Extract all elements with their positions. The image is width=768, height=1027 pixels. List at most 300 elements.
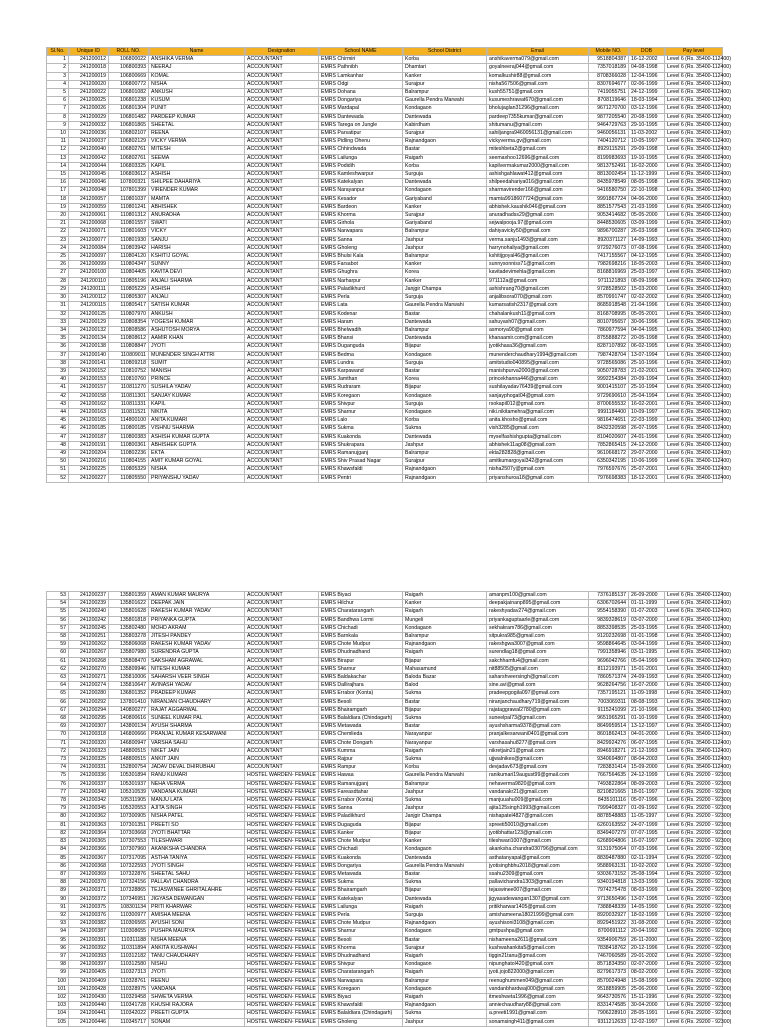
school-district-cell: Surajpur <box>403 212 487 220</box>
dob-cell: 24-07-1999 <box>629 821 665 829</box>
school-name-cell: EMRS Lalo <box>319 417 403 425</box>
dob-cell: 10-05-1997 <box>629 138 665 146</box>
mobile-no-cell: 9131975064 <box>589 846 629 854</box>
dob-cell: 28-05-1991 <box>629 1010 665 1018</box>
school-name-cell: EMRS Rudraram <box>319 384 403 392</box>
mobile-no-cell: 9554158390 <box>589 608 629 616</box>
mobile-no-cell: 9713650496 <box>589 895 629 903</box>
table-row <box>47 772 723 780</box>
school-district-cell: Dantewada <box>403 113 487 121</box>
email-cell: sakchhamfu4@gmail.com <box>487 657 589 665</box>
designation-cell: ACCOUNTANT <box>245 351 319 359</box>
table-body-2 <box>47 592 732 1027</box>
email-cell: rakeshgwa3007@gmail.com <box>487 641 589 649</box>
designation-cell: ACCOUNTANT <box>245 154 319 162</box>
unique-id-cell: 241200037 <box>69 138 109 146</box>
name-cell: ANKIT JAIN <box>149 756 245 764</box>
dob-cell: 03-11-1995 <box>629 649 665 657</box>
mobile-no-cell: 9340694807 <box>589 756 629 764</box>
school-district-cell: Kanker <box>403 838 487 846</box>
mobile-no-cell: 7860977594 <box>589 326 629 334</box>
name-cell: AJITA SINGH <box>149 805 245 813</box>
school-district-cell: Mungeli <box>403 616 487 624</box>
pay-level-cell: Level 6 (Rs. 35400-112400) <box>665 747 723 755</box>
designation-cell: HOSTEL WARDEN- FEMALE <box>245 887 319 895</box>
table-row <box>47 952 723 960</box>
table-row <box>47 376 723 384</box>
unique-id-cell: 241200397 <box>69 961 109 969</box>
sl-no-cell: 4 <box>47 80 69 88</box>
pay-level-cell: Level 6 (Rs. 35400-112400) <box>665 739 723 747</box>
school-name-cell: EMRS Sharnur <box>319 665 403 673</box>
unique-id-cell: 241200372 <box>69 895 109 903</box>
sl-no-cell: 94 <box>47 928 69 936</box>
school-name-cell: EMRS Errabor (Konta) <box>319 690 403 698</box>
unique-id-cell: 241200111 <box>69 285 109 293</box>
unique-id-cell: 241200368 <box>69 862 109 870</box>
table-row <box>47 253 723 261</box>
designation-cell: ACCOUNTANT <box>245 113 319 121</box>
email-cell: manjuuahu009@gmail.com <box>487 797 589 805</box>
designation-cell: ACCOUNTANT <box>245 747 319 755</box>
col-name: Name <box>149 48 245 56</box>
sl-no-cell: 52 <box>47 474 69 482</box>
pay-level-cell: Level 6 (Rs. 35400-112400) <box>665 89 723 97</box>
roll-no-cell: 110342022 <box>109 1010 149 1018</box>
roll-no-cell: 108301134 <box>109 903 149 911</box>
sl-no-cell: 49 <box>47 449 69 457</box>
table-row <box>47 64 723 72</box>
designation-cell: ACCOUNTANT <box>245 682 319 690</box>
unique-id-cell: 241200345 <box>69 805 109 813</box>
mobile-no-cell: 9729690610 <box>589 392 629 400</box>
col-sl-no: Sl.No. <box>47 48 69 56</box>
school-district-cell: Balrampur <box>403 633 487 641</box>
name-cell: NISHA MEENA <box>149 936 245 944</box>
email-cell: sushilayadav76439@gmail.com <box>487 384 589 392</box>
mobile-no-cell: 9416580750 <box>589 187 629 195</box>
school-district-cell: Baloda Bazar <box>403 674 487 682</box>
email-cell: anita.khosho@gmail.com <box>487 417 589 425</box>
name-cell: NISHA PATEL <box>149 813 245 821</box>
school-district-cell: Gaurella Pendra Marwahi <box>403 302 487 310</box>
mobile-no-cell: 9896700287 <box>589 228 629 236</box>
pay-level-cell: Level 6 (Rs. 35400-112400) <box>665 343 723 351</box>
school-district-cell: Kanker <box>403 600 487 608</box>
roll-no-cell: 107346951 <box>109 895 149 903</box>
dob-cell: 13-12-1997 <box>629 723 665 731</box>
sl-no-cell: 67 <box>47 706 69 714</box>
school-name-cell: EMRS Dugaguda <box>319 821 403 829</box>
email-cell: harrynohaliya@gmail.com <box>487 244 589 252</box>
name-cell: NEERAJ <box>149 64 245 72</box>
mobile-no-cell: 9813752491 <box>589 162 629 170</box>
school-name-cell: EMRS Narharpur <box>319 277 403 285</box>
table-row <box>47 723 723 731</box>
header-row <box>47 48 723 56</box>
name-cell: REENU <box>149 977 245 985</box>
pay-level-cell: Level 6 (Rs. 35400-112400) <box>665 731 723 739</box>
name-cell: SUSHILA YADAV <box>149 384 245 392</box>
unique-id-cell: 241200262 <box>69 641 109 649</box>
pay-level-cell: Level 6 (Rs. 29200 - 92300) <box>665 969 723 977</box>
designation-cell: ACCOUNTANT <box>245 706 319 714</box>
unique-id-cell: 241200061 <box>69 212 109 220</box>
dob-cell: 04-01-2000 <box>629 731 665 739</box>
mobile-no-cell: 6268904806 <box>589 838 629 846</box>
designation-cell: ACCOUNTANT <box>245 731 319 739</box>
pay-level-cell: Level 6 (Rs. 35400-112400) <box>665 682 723 690</box>
pay-level-cell: Level 6 (Rs. 35400-112400) <box>665 624 723 632</box>
name-cell: PRINCE <box>149 376 245 384</box>
email-cell: sekhakram786@gmail.com <box>487 624 589 632</box>
school-name-cell: EMRS Bhulsi Kala <box>319 253 403 261</box>
email-cell: jyoti.jojo822000@gmail.com <box>487 969 589 977</box>
dob-cell: 18-12-2001 <box>629 474 665 482</box>
roll-no-cell: 135803278 <box>109 633 149 641</box>
school-district-cell: Kanker <box>403 261 487 269</box>
dob-cell: 10-02-2002 <box>629 862 665 870</box>
mobile-no-cell: 7860571374 <box>589 674 629 682</box>
pay-level-cell: Level 6 (Rs. 29200 - 92300) <box>665 952 723 960</box>
school-district-cell: Dantewada <box>403 335 487 343</box>
school-name-cell: EMRS Karpawand <box>319 367 403 375</box>
table-row <box>47 351 723 359</box>
unique-id-cell: 241200428 <box>69 985 109 993</box>
name-cell: KAPIL <box>149 162 245 170</box>
dob-cell: 25-03-1995 <box>629 624 665 632</box>
pay-level-cell: Level 6 (Rs. 35400-112400) <box>665 417 723 425</box>
email-cell: abhishek11ag08@gmail.com <box>487 441 589 449</box>
pay-level-cell: Level 6 (Rs. 35400-112400) <box>665 449 723 457</box>
email-cell: anniechaudhary88@gmail.com <box>487 1002 589 1010</box>
table-row <box>47 641 723 649</box>
mobile-no-cell: 7493822864 <box>589 780 629 788</box>
sl-no-cell: 3 <box>47 72 69 80</box>
school-district-cell: Jashpur <box>403 1018 487 1026</box>
pay-level-cell: Level 6 (Rs. 35400-112400) <box>665 600 723 608</box>
unique-id-cell: 241200020 <box>69 80 109 88</box>
sl-no-cell: 74 <box>47 764 69 772</box>
school-name-cell: EMRS Kuakonda <box>319 433 403 441</box>
name-cell: NEHA VERMA <box>149 780 245 788</box>
designation-cell: HOSTEL WARDEN- FEMALE <box>245 829 319 837</box>
unique-id-cell: 241200375 <box>69 903 109 911</box>
table-row <box>47 616 723 624</box>
school-district-cell: Surguja <box>403 400 487 408</box>
roll-no-cell: 106802761 <box>109 146 149 154</box>
unique-id-cell: 241200026 <box>69 105 109 113</box>
unique-id-cell: 241200157 <box>69 384 109 392</box>
name-cell: ANJALI SHARMA <box>149 277 245 285</box>
designation-cell: ACCOUNTANT <box>245 130 319 138</box>
name-cell: AAMIR KHAN <box>149 335 245 343</box>
roll-no-cell: 135802480 <box>109 624 149 632</box>
school-name-cell: EMRS Sukma <box>319 425 403 433</box>
designation-cell: ACCOUNTANT <box>245 690 319 698</box>
mobile-no-cell: 9696042766 <box>589 657 629 665</box>
school-district-cell: Surguja <box>403 294 487 302</box>
school-name-cell: EMRS Duganguda <box>319 343 403 351</box>
school-name-cell: EMRS Khawsfaldi <box>319 466 403 474</box>
mobile-no-cell: 8570024948 <box>589 977 629 985</box>
email-cell: reenughummen049@gmail.com <box>487 977 589 985</box>
sheet-block-2 <box>46 591 732 1027</box>
school-name-cell: EMRS Ramanujganj <box>319 780 403 788</box>
sl-no-cell: 41 <box>47 384 69 392</box>
name-cell: TEJASWINEE GHRITALAHRE <box>149 887 245 895</box>
designation-cell: ACCOUNTANT <box>245 408 319 416</box>
dob-cell: 18-02-1999 <box>629 911 665 919</box>
email-cell: ayushsharma9378@gmail.com <box>487 723 589 731</box>
table-row <box>47 911 723 919</box>
email-cell: amanpm100@gmail.com <box>487 592 589 600</box>
table-row <box>47 433 723 441</box>
sl-no-cell: 29 <box>47 285 69 293</box>
mobile-no-cell: 8929451922 <box>589 920 629 928</box>
school-name-cell: EMRS Ghughra <box>319 269 403 277</box>
designation-cell: HOSTEL WARDEN- FEMALE <box>245 993 319 1001</box>
name-cell: SAKSHAM AGRAWAL <box>149 657 245 665</box>
dob-cell: 02-06-1999 <box>629 80 665 88</box>
table-row <box>47 294 723 302</box>
school-district-cell: Bijapur <box>403 829 487 837</box>
school-district-cell: Raigarh <box>403 993 487 1001</box>
name-cell: TILESHWARI <box>149 838 245 846</box>
sl-no-cell: 69 <box>47 723 69 731</box>
mobile-no-cell: 8279617373 <box>589 969 629 977</box>
sl-no-cell: 10 <box>47 130 69 138</box>
roll-no-cell: 110805196 <box>109 277 149 285</box>
pay-level-cell: Level 6 (Rs. 29200 - 92300) <box>665 1002 723 1010</box>
dob-cell: 03-09-1999 <box>629 220 665 228</box>
name-cell: ASHISH <box>149 285 245 293</box>
dob-cell: 29-01-2002 <box>629 952 665 960</box>
school-name-cell: EMRS Khawsfaldi <box>319 1002 403 1010</box>
email-cell: kumarsatish2317@gmail.com <box>487 302 589 310</box>
pay-level-cell: Level 6 (Rs. 35400-112400) <box>665 376 723 384</box>
sl-no-cell: 72 <box>47 747 69 755</box>
mobile-no-cell: 8432320598 <box>589 425 629 433</box>
school-district-cell: Bijapur <box>403 657 487 665</box>
dob-cell: 04-12-1995 <box>629 253 665 261</box>
mobile-no-cell: 8839487880 <box>589 854 629 862</box>
roll-no-cell: 152800754 <box>109 764 149 772</box>
dob-cell: 08-03-1999 <box>629 887 665 895</box>
email-cell: vickyverma.gv@gmail.com <box>487 138 589 146</box>
school-name-cell: EMRS Haram <box>319 318 403 326</box>
designation-cell: HOSTEL WARDEN- FEMALE <box>245 977 319 985</box>
dob-cell: 30-06-1996 <box>629 318 665 326</box>
table-row <box>47 392 723 400</box>
school-district-cell: Kanker <box>403 72 487 80</box>
school-name-cell: EMRS Chote Mudpur <box>319 838 403 846</box>
designation-cell: HOSTEL WARDEN- FEMALE <box>245 952 319 960</box>
school-name-cell: EMRS Kuakonda <box>319 854 403 862</box>
designation-cell: HOSTEL WARDEN- FEMALE <box>245 797 319 805</box>
pay-level-cell: Level 6 (Rs. 35400-112400) <box>665 351 723 359</box>
table-row <box>47 408 723 416</box>
school-name-cell: EMRS Odgi <box>319 80 403 88</box>
unique-id-cell: 241200392 <box>69 944 109 952</box>
unique-id-cell: 241200280 <box>69 690 109 698</box>
sl-no-cell: 26 <box>47 261 69 269</box>
designation-cell: ACCOUNTANT <box>245 195 319 203</box>
email-cell: jigyasadewangan1307@gmail.com <box>487 895 589 903</box>
table-row <box>47 739 723 747</box>
pay-level-cell: Level 6 (Rs. 35400-112400) <box>665 400 723 408</box>
designation-cell: ACCOUNTANT <box>245 359 319 367</box>
mobile-no-cell: 7906228910 <box>589 1010 629 1018</box>
table-row <box>47 657 723 665</box>
col-school-district: School District <box>403 48 487 56</box>
pay-level-cell: Level 6 (Rs. 35400-112400) <box>665 764 723 772</box>
school-district-cell: Gariyaband <box>403 220 487 228</box>
school-name-cell: EMRS Hawaa <box>319 772 403 780</box>
table-row <box>47 367 723 375</box>
school-name-cell: EMRS Paladikhurd <box>319 813 403 821</box>
sl-no-cell: 1 <box>47 56 69 64</box>
sl-no-cell: 70 <box>47 731 69 739</box>
pay-level-cell: Level 6 (Rs. 29200 - 92300) <box>665 911 723 919</box>
school-district-cell: Rajnandgaon <box>403 138 487 146</box>
roll-no-cell: 106802107 <box>109 130 149 138</box>
table-row <box>47 441 723 449</box>
table-row <box>47 780 723 788</box>
pay-level-cell: Level 6 (Rs. 35400-112400) <box>665 285 723 293</box>
sl-no-cell: 38 <box>47 359 69 367</box>
designation-cell: ACCOUNTANT <box>245 343 319 351</box>
school-name-cell: EMRS Hilchur <box>319 600 403 608</box>
designation-cell: ACCOUNTANT <box>245 318 319 326</box>
name-cell: YOGESH KUMAR <box>149 318 245 326</box>
school-district-cell: Jashpur <box>403 441 487 449</box>
sl-no-cell: 18 <box>47 195 69 203</box>
table-row <box>47 326 723 334</box>
school-name-cell: EMRS Sharnur <box>319 408 403 416</box>
name-cell: VISHNU SHARMA <box>149 425 245 433</box>
school-district-cell: Rajnandgaon <box>403 641 487 649</box>
records-table-1 <box>46 47 731 483</box>
pay-level-cell: Level 6 (Rs. 29200 - 92300) <box>665 887 723 895</box>
dob-cell: 14-09-1993 <box>629 236 665 244</box>
designation-cell: ACCOUNTANT <box>245 261 319 269</box>
designation-cell: HOSTEL WARDEN- FEMALE <box>245 903 319 911</box>
roll-no-cell: 110811521 <box>109 408 149 416</box>
sl-no-cell: 78 <box>47 797 69 805</box>
name-cell: ANURADHA <box>149 212 245 220</box>
school-name-cell: EMRS Metawada <box>319 870 403 878</box>
designation-cell: ACCOUNTANT <box>245 400 319 408</box>
school-district-cell: Raigarh <box>403 969 487 977</box>
email-cell: ekta282828@gmail.com <box>487 449 589 457</box>
unique-id-cell: 241200242 <box>69 616 109 624</box>
col-school-name: School NAME <box>319 48 403 56</box>
email-cell: priyanshuroa18@gmail.com <box>487 474 589 482</box>
unique-id-cell: 241200307 <box>69 723 109 731</box>
dob-cell: 16-07-2000 <box>629 682 665 690</box>
school-name-cell: EMRS Pentri <box>319 474 403 482</box>
designation-cell: ACCOUNTANT <box>245 326 319 334</box>
pay-level-cell: Level 6 (Rs. 35400-112400) <box>665 121 723 129</box>
roll-no-cell: 110804155 <box>109 458 149 466</box>
unique-id-cell: 241200141 <box>69 359 109 367</box>
designation-cell: ACCOUNTANT <box>245 600 319 608</box>
school-district-cell: Kondagaon <box>403 624 487 632</box>
school-district-cell: Surajpur <box>403 458 487 466</box>
school-district-cell: Raigarh <box>403 154 487 162</box>
designation-cell: HOSTEL WARDEN- FEMALE <box>245 1018 319 1026</box>
roll-no-cell: 106801082 <box>109 89 149 97</box>
name-cell: KHUSHI RAJORA <box>149 1002 245 1010</box>
school-name-cell: EMRS Katekalyan <box>319 179 403 187</box>
mobile-no-cell: 7987428704 <box>589 351 629 359</box>
col-dob: DOB <box>629 48 665 56</box>
pay-level-cell: Level 6 (Rs. 35400-112400) <box>665 433 723 441</box>
name-cell: MOHD AKRAM <box>149 624 245 632</box>
unique-id-cell: 241200240 <box>69 608 109 616</box>
designation-cell: ACCOUNTANT <box>245 616 319 624</box>
school-district-cell: Surajpur <box>403 130 487 138</box>
dob-cell: 25-08-1994 <box>629 870 665 878</box>
mobile-no-cell: 8571834350 <box>589 961 629 969</box>
table-row <box>47 187 723 195</box>
school-district-cell: Kondagaon <box>403 961 487 969</box>
mobile-no-cell: 8685918548 <box>589 302 629 310</box>
designation-cell: HOSTEL WARDEN- FEMALE <box>245 944 319 952</box>
sl-no-cell: 42 <box>47 392 69 400</box>
table-row <box>47 993 723 1001</box>
dob-cell: 15-01-2001 <box>629 665 665 673</box>
mobile-no-cell: 8601862413 <box>589 731 629 739</box>
sl-no-cell: 73 <box>47 756 69 764</box>
name-cell: AYUSH SHARMA <box>149 723 245 731</box>
designation-cell: ACCOUNTANT <box>245 162 319 170</box>
pay-level-cell: Level 6 (Rs. 29200 - 92300) <box>665 788 723 796</box>
name-cell: NISHU <box>149 961 245 969</box>
sl-no-cell: 54 <box>47 600 69 608</box>
unique-id-cell: 241200331 <box>69 764 109 772</box>
dob-cell: 22-03-1999 <box>629 417 665 425</box>
designation-cell: ACCOUNTANT <box>245 277 319 285</box>
email-cell: nishameena2611@gmail.com <box>487 936 589 944</box>
roll-no-cell: 110345717 <box>109 1018 149 1026</box>
pay-level-cell: Level 6 (Rs. 35400-112400) <box>665 458 723 466</box>
designation-cell: HOSTEL WARDEN- FEMALE <box>245 985 319 993</box>
school-name-cell: EMRS Besoli <box>319 936 403 944</box>
school-district-cell: Jashpur <box>403 236 487 244</box>
roll-no-cell: 107307960 <box>109 846 149 854</box>
table-row <box>47 698 723 706</box>
school-name-cell: EMRS Paladikhurd <box>319 285 403 293</box>
unique-id-cell: 241200294 <box>69 706 109 714</box>
unique-id-cell: 241200153 <box>69 376 109 384</box>
sl-no-cell: 88 <box>47 879 69 887</box>
dob-cell: 01-10-1999 <box>629 715 665 723</box>
school-district-cell: Kondagaon <box>403 187 487 195</box>
school-district-cell: Raigarh <box>403 747 487 755</box>
mobile-no-cell: 7852865415 <box>589 441 629 449</box>
school-name-cell: EMRS Ramanujganj <box>319 449 403 457</box>
designation-cell: ACCOUNTANT <box>245 97 319 105</box>
dob-cell: 11-12-1999 <box>629 171 665 179</box>
designation-cell: ACCOUNTANT <box>245 171 319 179</box>
unique-id-cell: 241200129 <box>69 318 109 326</box>
school-name-cell: EMRS Dantewada <box>319 113 403 121</box>
pay-level-cell: Level 6 (Rs. 35400-112400) <box>665 466 723 474</box>
pay-level-cell: Level 6 (Rs. 29200 - 92300) <box>665 944 723 952</box>
designation-cell: HOSTEL WARDEN- FEMALE <box>245 879 319 887</box>
